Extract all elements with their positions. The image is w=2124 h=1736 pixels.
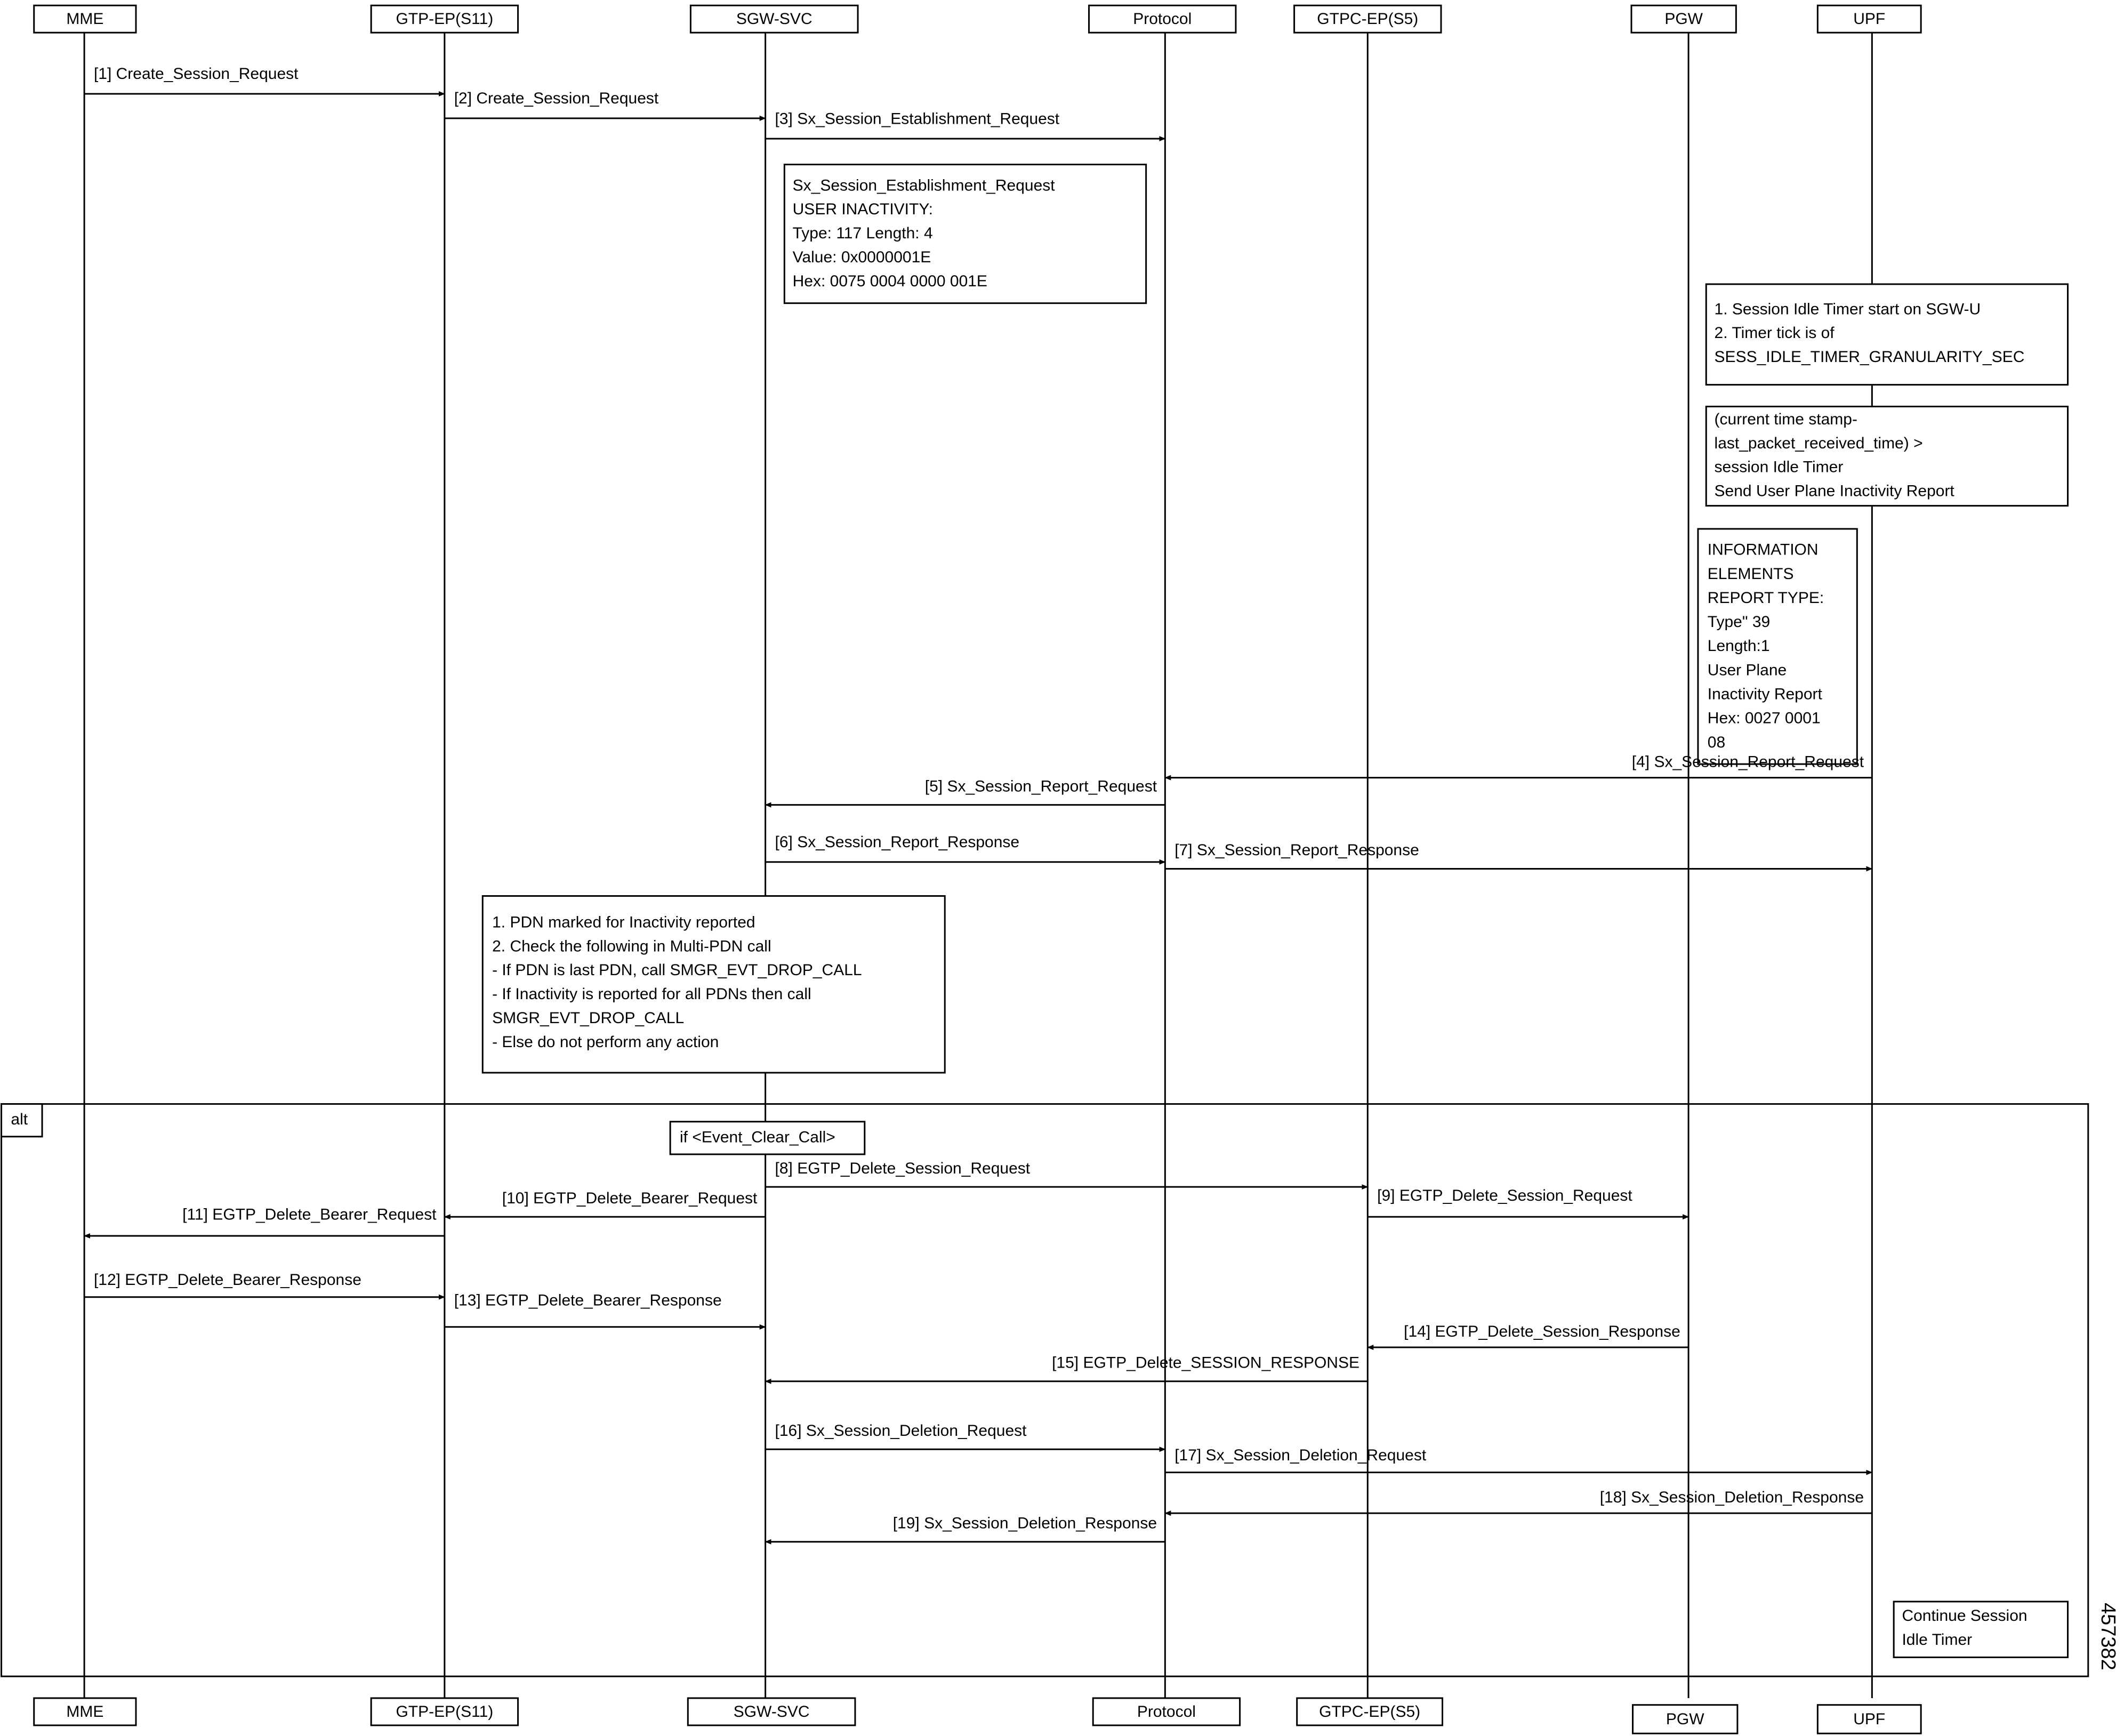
participant-top-sgw	[690, 5, 858, 33]
note-line: INFORMATION	[1707, 541, 1819, 559]
notes	[482, 165, 2067, 1658]
message-label: [12] EGTP_Delete_Bearer_Response	[93, 1271, 361, 1289]
note-line: 1. PDN marked for Inactivity reported	[492, 913, 755, 931]
note-line: Type" 39	[1707, 613, 1771, 631]
message-13	[445, 1291, 766, 1327]
participant-bottom-upf	[1817, 1705, 1921, 1734]
note-line: - If PDN is last PDN, call SMGR_EVT_DROP_CALL	[492, 961, 862, 979]
message-label: [5] Sx_Session_Report_Request	[924, 777, 1157, 795]
note-line: Send User Plane Inactivity Report	[1714, 482, 1954, 500]
message-label: [3] Sx_Session_Establishment_Request	[775, 110, 1060, 128]
note-line: 2. Timer tick is of	[1714, 324, 1835, 342]
message-label: [7] Sx_Session_Report_Response	[1174, 841, 1419, 859]
message-label: [8] EGTP_Delete_Session_Request	[775, 1159, 1031, 1177]
participant-label: Protocol	[1133, 10, 1192, 28]
participant-top-mme	[34, 5, 136, 33]
participant-label: GTP-EP(S11)	[396, 1702, 494, 1721]
participant-top-gtp11	[371, 5, 518, 33]
note-line: Inactivity Report	[1707, 685, 1822, 703]
message-12	[84, 1271, 445, 1297]
message-6	[766, 833, 1165, 862]
participant-label: MME	[66, 1702, 104, 1721]
participant-top-upf	[1817, 5, 1921, 33]
message-4	[1165, 753, 1872, 777]
participant-bottom-protocol	[1093, 1698, 1240, 1725]
message-9	[1367, 1187, 1688, 1217]
note-3	[1706, 406, 2067, 505]
message-label: [16] Sx_Session_Deletion_Request	[775, 1422, 1027, 1440]
note-line: last_packet_received_time) >	[1714, 434, 1923, 452]
message-14	[1367, 1323, 1688, 1347]
participant-top-protocol	[1089, 5, 1236, 33]
note-line: - Else do not perform any action	[492, 1033, 719, 1051]
message-label: [4] Sx_Session_Report_Request	[1631, 753, 1864, 771]
participant-label: SGW-SVC	[733, 1702, 810, 1721]
message-label: [10] EGTP_Delete_Bearer_Request	[502, 1190, 758, 1208]
message-label: [6] Sx_Session_Report_Response	[775, 833, 1020, 851]
note-line: Hex: 0027 0001	[1707, 709, 1821, 727]
note-line: USER INACTIVITY:	[792, 200, 934, 219]
note-line: 08	[1707, 733, 1726, 751]
participant-label: PGW	[1666, 1710, 1704, 1728]
note-line: 1. Session Idle Timer start on SGW-U	[1714, 300, 1981, 318]
participant-label: GTP-EP(S11)	[396, 10, 494, 28]
participant-label: Protocol	[1137, 1702, 1196, 1721]
note-line: Length:1	[1707, 637, 1770, 655]
note-line: Value: 0x0000001E	[792, 248, 931, 266]
figure-id: 457382	[2097, 1603, 2119, 1670]
note-line: (current time stamp-	[1714, 410, 1857, 428]
message-label: [19] Sx_Session_Deletion_Response	[892, 1514, 1157, 1532]
note-2	[1706, 284, 2067, 385]
note-line: session Idle Timer	[1714, 458, 1844, 476]
participant-bottom-pgw	[1633, 1705, 1737, 1734]
message-label: [15] EGTP_Delete_SESSION_RESPONSE	[1052, 1354, 1359, 1372]
alt-label: alt	[11, 1111, 28, 1129]
note-6	[670, 1122, 865, 1154]
note-line: User Plane	[1707, 661, 1787, 679]
message-19	[766, 1514, 1165, 1541]
message-16	[766, 1422, 1165, 1449]
participant-bottom-mme	[34, 1698, 136, 1725]
note-line: Hex: 0075 0004 0000 001E	[792, 272, 987, 290]
message-label: [14] EGTP_Delete_Session_Response	[1404, 1322, 1680, 1340]
alt-frame	[2, 1104, 2088, 1677]
message-5	[766, 777, 1165, 805]
message-8	[766, 1160, 1368, 1187]
message-label: [18] Sx_Session_Deletion_Response	[1599, 1489, 1864, 1507]
participant-label: GTPC-EP(S5)	[1317, 10, 1419, 28]
note-line: 2. Check the following in Multi-PDN call	[492, 937, 771, 955]
note-7	[1894, 1602, 2067, 1658]
message-3	[766, 110, 1165, 139]
note-line: - If Inactivity is reported for all PDNs then call	[492, 985, 811, 1003]
participant-top-pgw	[1631, 5, 1736, 33]
participant-label: UPF	[1853, 1710, 1886, 1728]
message-10	[445, 1190, 766, 1217]
note-1	[784, 165, 1146, 303]
message-1	[84, 65, 445, 94]
message-17	[1165, 1446, 1872, 1473]
message-7	[1165, 841, 1872, 869]
note-line: Idle Timer	[1902, 1630, 1973, 1649]
note-line: SESS_IDLE_TIMER_GRANULARITY_SEC	[1714, 348, 2025, 366]
participant-label: MME	[66, 10, 104, 28]
message-18	[1165, 1489, 1872, 1513]
note-line: ELEMENTS	[1707, 565, 1794, 583]
note-line: Continue Session	[1902, 1606, 2028, 1625]
participant-bottom-sgw	[688, 1698, 855, 1725]
note-line: REPORT TYPE:	[1707, 589, 1824, 607]
participant-label: UPF	[1853, 10, 1886, 28]
message-label: [9] EGTP_Delete_Session_Request	[1377, 1186, 1632, 1204]
participant-top-gtpc5	[1294, 5, 1441, 33]
note-line: SMGR_EVT_DROP_CALL	[492, 1009, 685, 1027]
note-5	[482, 896, 945, 1073]
message-15	[766, 1354, 1368, 1381]
note-line: Type: 117 Length: 4	[792, 224, 933, 243]
note-4	[1698, 529, 1857, 764]
alt-fragment	[2, 1104, 2088, 1677]
note-line: if <Event_Clear_Call>	[680, 1128, 835, 1146]
message-label: [17] Sx_Session_Deletion_Request	[1174, 1446, 1427, 1464]
participant-bottom-gtpc5	[1297, 1698, 1443, 1725]
message-label: [1] Create_Session_Request	[93, 65, 299, 83]
message-2	[445, 90, 766, 118]
message-label: [11] EGTP_Delete_Bearer_Request	[182, 1205, 437, 1224]
message-label: [2] Create_Session_Request	[454, 90, 659, 108]
participant-label: GTPC-EP(S5)	[1319, 1702, 1421, 1721]
message-11	[84, 1206, 445, 1236]
participant-bottom-gtp11	[371, 1698, 518, 1725]
note-line: Sx_Session_Establishment_Request	[792, 176, 1055, 195]
message-label: [13] EGTP_Delete_Bearer_Response	[454, 1291, 722, 1309]
participant-label: PGW	[1664, 10, 1703, 28]
participant-label: SGW-SVC	[736, 10, 812, 28]
